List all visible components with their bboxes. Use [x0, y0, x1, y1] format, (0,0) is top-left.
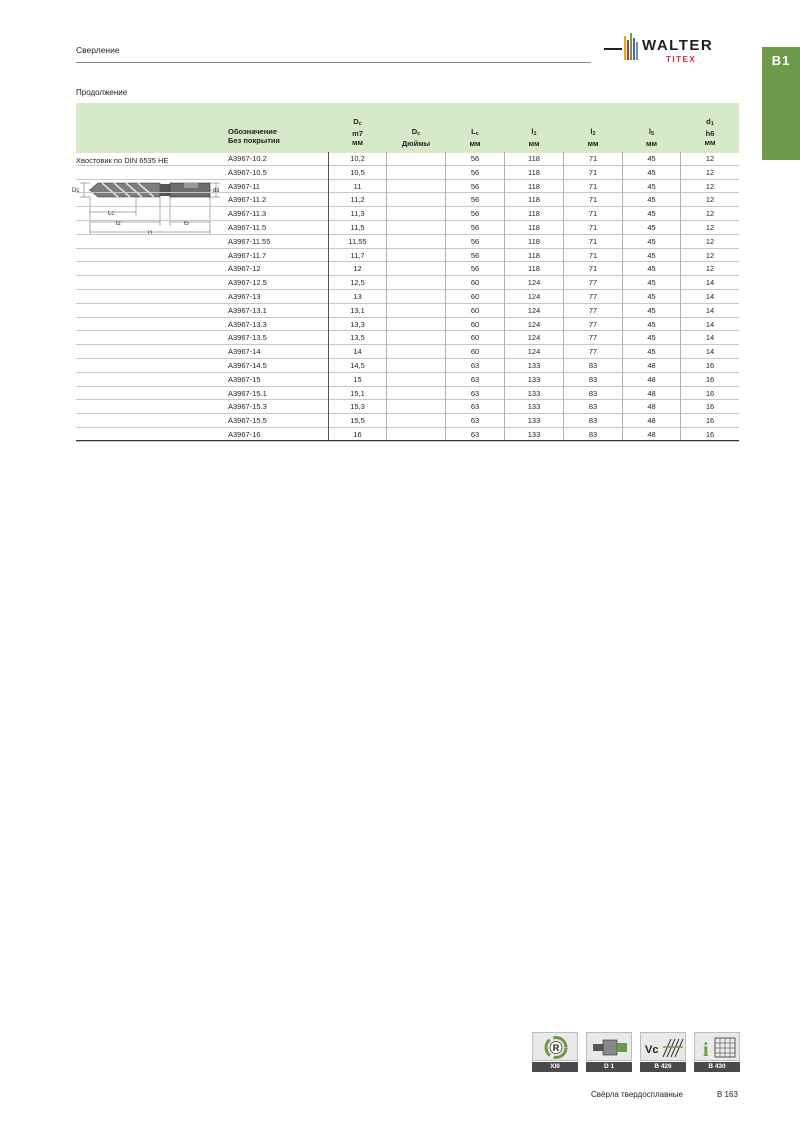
table-row	[76, 414, 739, 428]
cell-dc-mm: 13,1	[350, 305, 365, 315]
column-divider	[328, 152, 329, 441]
cell-l2: 71	[588, 195, 598, 205]
cell-dc-inch	[387, 400, 445, 414]
cell-dc-mm: 12	[353, 264, 362, 274]
d1-dim-label: d1	[213, 188, 220, 194]
logo-bar-1	[624, 36, 626, 60]
cell-l1: 133	[527, 430, 541, 439]
cell-dc-inch	[387, 331, 445, 345]
cell-l2: 71	[588, 181, 598, 191]
table-row	[76, 152, 739, 166]
cell-lc: 56	[470, 195, 480, 205]
table-row	[76, 387, 739, 401]
cell-dc-inch	[387, 414, 445, 428]
cell-l1: 118	[528, 264, 540, 274]
cell-l1: 118	[528, 236, 540, 246]
cell-dc-inch	[387, 345, 445, 359]
cell-d1: 14	[705, 333, 715, 343]
cell-designation: A3967-15.1	[228, 388, 267, 398]
table-row	[76, 331, 739, 345]
cell-dc-mm: 10,2	[350, 154, 365, 163]
cell-l5: 48	[647, 388, 656, 398]
cell-l2: 77	[588, 278, 598, 288]
cell-d1: 14	[705, 305, 715, 315]
cell-d1: 12	[705, 181, 715, 191]
reference-label: D 1	[586, 1062, 632, 1072]
reference-icons	[532, 1032, 740, 1072]
cell-l1: 118	[528, 167, 540, 177]
column-divider	[386, 152, 387, 441]
logo-walter-text: WALTER	[642, 37, 714, 54]
cell-l2: 83	[588, 361, 598, 370]
cell-l1: 124	[527, 347, 541, 357]
cell-d1: 14	[705, 319, 715, 329]
cell-l5: 45	[647, 154, 656, 163]
cell-l2: 71	[588, 167, 598, 177]
cell-lc: 63	[470, 374, 480, 384]
reference-b426[interactable]	[640, 1032, 686, 1072]
header-dc-m7: $D_c$ m7 мм	[351, 117, 364, 147]
continued-label: Продолжение	[76, 88, 128, 97]
cell-dc-mm: 13,3	[350, 319, 365, 329]
header-rule	[76, 62, 591, 63]
cell-dc-inch	[387, 207, 445, 221]
cell-designation: A3967-10.5	[228, 167, 267, 177]
column-divider	[445, 152, 446, 441]
cell-d1: 16	[705, 430, 715, 439]
cell-l2: 83	[588, 402, 598, 412]
cell-lc: 56	[470, 264, 480, 274]
table-bottom-rule	[76, 440, 739, 441]
cell-d1: 12	[705, 264, 715, 274]
cell-designation: A3967-14	[228, 347, 261, 357]
cell-designation: A3967-12.5	[228, 278, 267, 288]
header-l5: $l_5$ мм	[645, 127, 658, 148]
cell-lc: 63	[470, 430, 480, 439]
cell-l5: 48	[647, 416, 656, 426]
cell-designation: A3967-10.2	[228, 154, 267, 163]
table-row	[76, 400, 739, 414]
info-letter: i	[703, 1039, 709, 1061]
cell-l1: 118	[528, 223, 540, 232]
table-row	[76, 345, 739, 359]
header-designation	[228, 127, 280, 145]
cell-d1: 14	[705, 347, 715, 357]
cell-lc: 60	[470, 305, 480, 315]
l5-dim-label: l5	[184, 221, 189, 227]
cell-l2: 77	[588, 305, 598, 315]
cell-l5: 45	[647, 236, 656, 246]
cell-l5: 45	[647, 209, 656, 219]
reference-xiii[interactable]	[532, 1032, 578, 1072]
cell-d1: 16	[705, 416, 715, 426]
column-divider	[680, 152, 681, 441]
cell-dc-inch	[387, 290, 445, 304]
cell-dc-mm: 11,55	[348, 236, 367, 246]
cell-dc-inch	[387, 180, 445, 194]
table-row	[76, 193, 739, 207]
cell-l2: 71	[588, 264, 598, 274]
table-row	[76, 276, 739, 290]
cell-dc-mm: 11	[353, 181, 362, 191]
cell-designation: A3967-11	[228, 181, 260, 191]
vc-label: Vc	[645, 1044, 659, 1056]
recycle-r-icon	[532, 1032, 578, 1061]
cell-l1: 124	[527, 292, 541, 301]
cell-lc: 63	[470, 361, 480, 370]
cell-d1: 16	[705, 388, 715, 398]
cell-dc-inch	[387, 276, 445, 290]
cell-l5: 48	[647, 374, 656, 384]
column-divider	[622, 152, 623, 441]
cell-d1: 12	[705, 209, 715, 219]
info-table-icon	[694, 1032, 740, 1061]
cell-dc-mm: 11,7	[350, 250, 365, 260]
cell-d1: 14	[705, 292, 715, 301]
chapter-tab-label: B1	[771, 53, 791, 68]
cell-l2: 83	[588, 374, 598, 384]
cell-l5: 45	[647, 223, 656, 232]
cell-lc: 56	[470, 236, 480, 246]
reference-label: B 430	[694, 1062, 740, 1072]
table-row	[76, 166, 739, 180]
walter-titex-logo	[604, 30, 744, 66]
logo-bar-2	[627, 40, 629, 60]
cell-dc-mm: 15,1	[350, 388, 365, 398]
cell-dc-mm: 12,5	[350, 278, 365, 288]
cutting-data-icon	[640, 1032, 686, 1061]
cell-l2: 77	[588, 347, 598, 357]
cell-designation: A3967-11.3	[228, 209, 267, 219]
dc-dim-label: Dc	[72, 188, 80, 194]
cell-dc-mm: 11,5	[350, 223, 365, 232]
header-l1: $l_1$ мм	[528, 127, 540, 148]
cell-designation: A3967-11.5	[228, 223, 267, 232]
cell-dc-mm: 15,3	[350, 402, 365, 412]
cell-l2: 71	[588, 223, 598, 232]
cell-d1: 16	[705, 361, 715, 370]
cell-dc-mm: 10,5	[350, 167, 365, 177]
cell-designation: A3967-16	[228, 430, 261, 439]
cell-lc: 60	[470, 319, 480, 329]
cell-dc-mm: 15,5	[350, 416, 365, 426]
cell-l2: 83	[588, 430, 598, 439]
cell-dc-inch	[387, 373, 445, 387]
table-row	[76, 262, 739, 276]
cell-designation: A3967-15	[228, 374, 261, 384]
cell-lc: 63	[470, 416, 480, 426]
cell-l5: 48	[647, 402, 656, 412]
cell-l1: 124	[527, 305, 541, 315]
cell-designation: A3967-14.5	[228, 361, 267, 370]
cell-l5: 48	[647, 361, 656, 370]
cell-designation: A3967-11.55	[228, 236, 271, 246]
table-row	[76, 207, 739, 221]
header-lc: $L_c$ мм	[469, 127, 481, 148]
cell-dc-mm: 13,5	[350, 333, 365, 343]
cell-lc: 56	[470, 223, 480, 232]
cell-l5: 45	[647, 264, 656, 274]
cell-l1: 118	[528, 181, 540, 191]
cell-d1: 12	[705, 154, 715, 163]
cell-l2: 71	[588, 209, 598, 219]
cell-dc-mm: 14,5	[350, 361, 365, 370]
cell-l2: 77	[588, 319, 598, 329]
cell-d1: 12	[705, 223, 715, 232]
cell-d1: 16	[705, 374, 715, 384]
table-row	[76, 359, 739, 373]
table-row	[76, 235, 739, 249]
table-row	[76, 180, 739, 194]
logo-bar-4	[633, 38, 635, 60]
logo-bar-5	[636, 42, 638, 60]
cell-l5: 45	[647, 181, 656, 191]
cell-lc: 60	[470, 278, 480, 288]
cell-dc-inch	[387, 193, 445, 207]
cell-l5: 45	[647, 305, 656, 315]
cell-l2: 71	[588, 250, 598, 260]
table-row	[76, 318, 739, 332]
cell-dc-mm: 16	[353, 430, 362, 439]
cell-l5: 45	[647, 195, 656, 205]
cell-l1: 133	[527, 416, 541, 426]
cell-dc-inch	[387, 221, 445, 235]
recycle-letter: R	[552, 1043, 560, 1053]
cell-dc-mm: 11,2	[350, 195, 365, 205]
cell-dc-inch	[387, 249, 445, 263]
cell-designation: A3967-12	[228, 264, 261, 274]
table-row	[76, 290, 739, 304]
cell-lc: 60	[470, 347, 480, 357]
cell-d1: 12	[705, 236, 715, 246]
cell-lc: 63	[470, 402, 480, 412]
cell-dc-inch	[387, 235, 445, 249]
cell-l2: 77	[588, 333, 598, 343]
cell-lc: 63	[470, 388, 480, 398]
tool-holder-icon	[586, 1032, 632, 1061]
cell-dc-mm: 14	[353, 347, 362, 357]
cell-l1: 118	[528, 195, 540, 205]
cell-l2: 83	[588, 388, 598, 398]
cell-dc-mm: 15	[353, 374, 362, 384]
table-row	[76, 249, 739, 263]
cell-lc: 56	[470, 209, 480, 219]
cell-dc-inch	[387, 262, 445, 276]
cell-l5: 45	[647, 250, 656, 260]
cell-l5: 45	[647, 167, 656, 177]
cell-d1: 14	[705, 278, 715, 288]
cell-dc-mm: 11,3	[350, 209, 365, 219]
cell-l1: 118	[528, 209, 540, 219]
cell-l1: 133	[527, 402, 541, 412]
table-row	[76, 221, 739, 235]
reference-label: XIII	[532, 1062, 578, 1072]
cell-designation: A3967-15.5	[228, 416, 267, 426]
reference-label: B 426	[640, 1062, 686, 1072]
cell-designation: A3967-15.3	[228, 402, 267, 412]
cell-d1: 12	[705, 250, 715, 260]
cell-l1: 133	[527, 374, 541, 384]
cell-lc: 56	[470, 181, 480, 191]
cell-dc-inch	[387, 166, 445, 180]
cell-l5: 45	[647, 333, 656, 343]
cell-l2: 83	[588, 416, 598, 426]
column-divider	[504, 152, 505, 441]
cell-d1: 12	[705, 195, 715, 205]
cell-l1: 118	[528, 154, 540, 163]
page-number: B 163	[717, 1090, 738, 1099]
cell-l1: 118	[528, 250, 540, 260]
l1-dim-label: l1	[148, 231, 153, 237]
cell-dc-inch	[387, 318, 445, 332]
chapter-tab[interactable]	[762, 47, 800, 160]
cell-d1: 12	[705, 167, 715, 177]
cell-dc-inch	[387, 304, 445, 318]
reference-d1[interactable]	[586, 1032, 632, 1072]
cell-l5: 45	[647, 278, 656, 288]
header-d1: $d_1$ h6 мм	[704, 117, 716, 147]
cell-designation: A3967-13	[228, 292, 261, 301]
reference-b430[interactable]	[694, 1032, 740, 1072]
cell-designation: A3967-13.1	[228, 305, 267, 315]
cell-l5: 45	[647, 347, 656, 357]
cell-designation: A3967-13.3	[228, 319, 267, 329]
cell-lc: 56	[470, 250, 480, 260]
cell-lc: 60	[470, 333, 480, 343]
logo-bar-3	[630, 33, 632, 60]
cell-l5: 45	[647, 319, 656, 329]
cell-lc: 56	[470, 154, 480, 163]
column-divider	[563, 152, 564, 441]
cell-l2: 71	[588, 154, 598, 163]
cell-l1: 133	[527, 361, 541, 370]
cell-lc: 56	[470, 167, 480, 177]
section-title: Сверление	[76, 45, 120, 55]
cell-l5: 48	[647, 430, 656, 439]
cell-designation: A3967-11.2	[228, 195, 267, 205]
table-row	[76, 373, 739, 387]
cell-dc-inch	[387, 152, 445, 166]
cell-l1: 133	[527, 388, 541, 398]
l2-dim-label: l2	[116, 221, 121, 227]
logo-titex-text: TITEX	[666, 55, 697, 64]
header-designation-sub: Без покрытия	[228, 136, 280, 145]
lc-dim-label: Lc	[108, 211, 115, 217]
cell-l1: 124	[527, 333, 541, 343]
cell-l1: 124	[527, 278, 541, 288]
header-designation-title: Обозначение	[228, 127, 278, 136]
cell-dc-inch	[387, 387, 445, 401]
cell-l2: 71	[588, 236, 598, 246]
cell-l5: 45	[647, 292, 656, 301]
cell-l1: 124	[527, 319, 541, 329]
cell-dc-inch	[387, 359, 445, 373]
header-l2: $l_2$ мм	[587, 127, 599, 148]
footer-title: Свёрла твердосплавные	[591, 1090, 683, 1099]
shank-label: Хвостовик по DIN 6535 HE	[76, 156, 169, 165]
cell-l2: 77	[588, 292, 598, 301]
cell-d1: 16	[705, 402, 715, 412]
table-row	[76, 304, 739, 318]
cell-lc: 60	[470, 292, 480, 301]
header-dc-inch: $D_c$ Дюймы	[401, 127, 431, 148]
cell-dc-mm: 13	[353, 292, 362, 301]
cell-designation: A3967-13.5	[228, 333, 267, 343]
cell-designation: A3967-11.7	[228, 250, 267, 260]
